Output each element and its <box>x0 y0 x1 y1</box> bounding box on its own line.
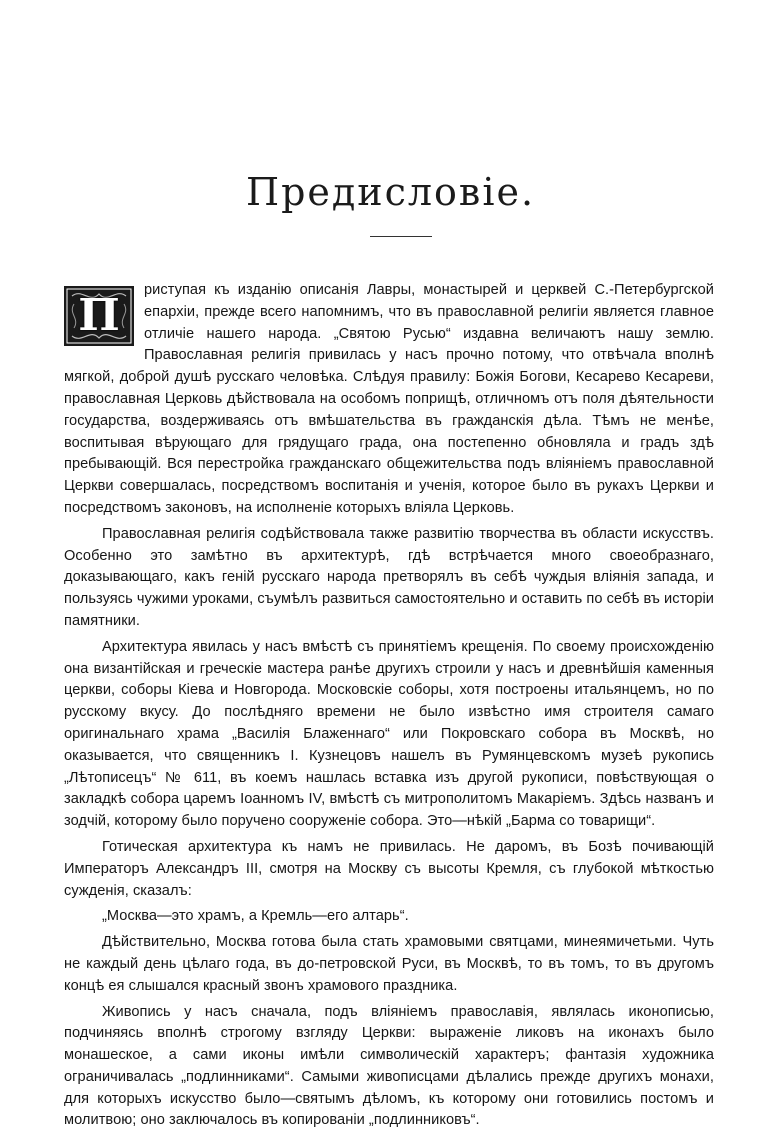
ornamental-initial-icon <box>64 286 134 346</box>
paragraph-2: Православная религія содѣйствовала также развитію творчества въ области искусствъ. Особенно это замѣтно въ архитектурѣ, гдѣ встрѣчается много своеобразнаго, доказывающаго, какъ геній русскаго народа претворялъ въ себѣ чуждыя вліянія запада, и пользуясь чужими уроками, съумѣлъ развиться самостоятельно и оставить по себѣ въ исторіи памятники. <box>64 525 714 629</box>
paragraph-6: Живопись у насъ сначала, подъ вліяніемъ православія, являлась иконописью, подчиняясь вполнѣ строгому взгляду Церкви: выраженіе ликовъ на иконахъ было монашеское, а сами иконы имѣли символическій характеръ; фантазія художника ограничивалась „подлинниками“. Самыми живописцами дѣлались прежде другихъ монахи, для которыхъ искусство было—святымъ дѣломъ, къ которому они готовились постомъ и молитвою; оно заключалось въ копированіи „подлинниковъ“. <box>64 1003 714 1129</box>
paragraph-5: Дѣйствительно, Москва готова была стать храмовыми святцами, минеямичетьми. Чуть не каждый день цѣлаго года, въ до-петровской Руси, въ Москвѣ, то въ томъ, то въ другомъ концѣ ея слышался красный звонъ храмового праздника. <box>64 934 714 994</box>
quotation: „Москва—это храмъ, а Кремль—его алтарь“. <box>102 908 409 925</box>
preface-body <box>64 280 714 1136</box>
page-title: Предисловіе. <box>245 170 536 214</box>
dropcap-letter: П <box>78 290 120 342</box>
paragraph-1 <box>64 280 714 520</box>
paragraph-3: Архитектура явилась у насъ вмѣстѣ съ принятіемъ крещенія. По своему происхожденію она византійская и греческіе мастера ранѣе другихъ строили у насъ и древнѣйшія каменныя церкви, соборы Кіева и Новгорода. Московскіе соборы, хотя построены итальянцемъ, но по русскому вкусу. До послѣдняго времени не было извѣстно имя строителя самаго оригинальнаго храма „Василія Блаженнаго“ или Покровскаго собора въ Москвѣ, но оказывается, что священникъ І. Кузнецовъ нашелъ въ Румянцевскомъ музеѣ рукопись „Лѣтописецъ“ № 611, въ коемъ нашлась вставка изъ другой рукописи, повѣствующая о закладкѣ собора царемъ Іоанномъ IV, вмѣстѣ съ митрополитомъ Макаріемъ. Здѣсь названъ и зодчій, которому было поручено сооруженіе собора. Это—нѣкій „Барма со товарищи“. <box>64 638 714 830</box>
title-divider <box>370 236 432 237</box>
paragraph-1-text: риступая къ изданію описанія Лавры, монастырей и церквей С.-Петербургской епархіи, прежде всего напомнимъ, что въ православной религіи является главное отличіе нашего народа. „Святою Русью“ издавна величаютъ нашу землю. Православная религія привилась у насъ прочно потому, что отвѣчала вполнѣ мягкой, доброй душѣ русскаго человѣка. Слѣдуя правилу: Божія Богови, Кесарево Кесареви, православная Церковь дѣйствовала на особомъ поприщѣ, отличномъ отъ поля дѣятельности государства, воздерживаясь отъ вмѣшательства въ гражданскія дѣла. Тѣмъ не менѣе, воспитывая вѣрующаго для грядущаго града, она постепенно обновляла и градъ здѣ пребывающій. Вся перестройка гражданскаго общежительства подъ вліяніемъ православной Церкви совершалась, посредствомъ воспитанія и ученія, которое было въ рукахъ Церкви и посредствомъ законовъ, на исполненіе которыхъ вліяла Церковь. <box>64 282 714 516</box>
paragraph-4: Готическая архитектура къ намъ не привилась. Не даромъ, въ Бозѣ почивающій Императоръ Александръ III, смотря на Москву съ высоты Кремля, съ глубокой мѣткостью сужденія, сказалъ: <box>64 838 714 899</box>
